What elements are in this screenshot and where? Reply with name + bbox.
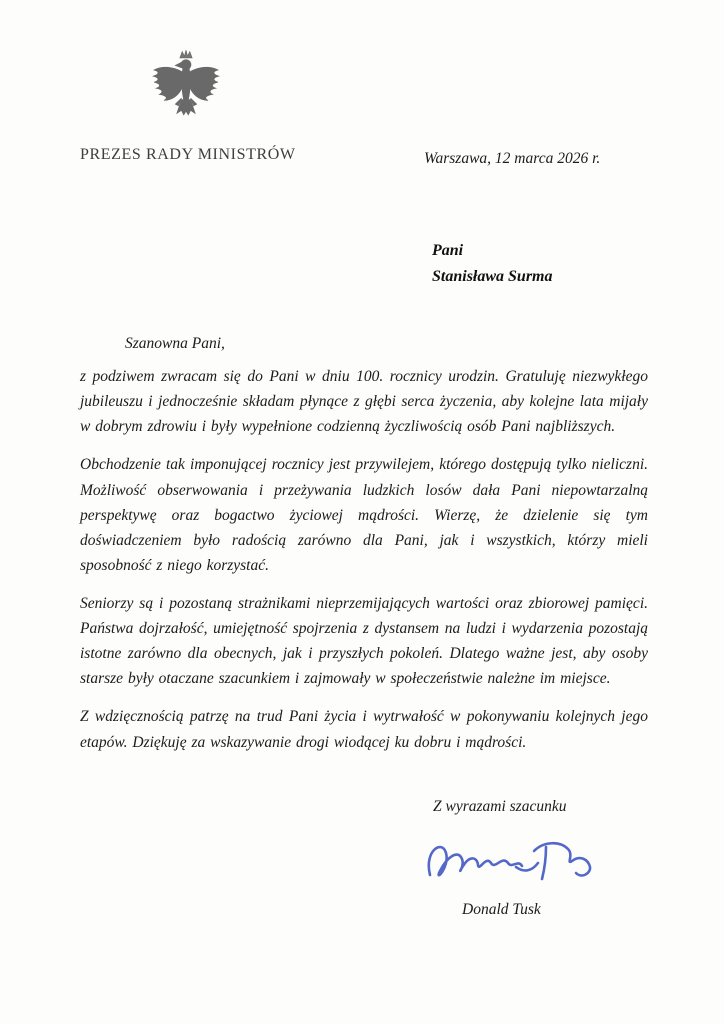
addressee-salutation-line: Pani <box>432 242 464 259</box>
place-and-date: Warszawa, 12 marca 2026 r. <box>424 150 601 167</box>
salutation: Szanowna Pani, <box>125 335 225 352</box>
body-paragraph: Seniorzy są i pozostaną strażnikami nieprzemijających wartości oraz zbiorowej pamięci. Państwa dojrzałość, umiejętność spojrzenia z dystansem na ludzi i wydarzenia pozostają istotne zarówno dla obecnych, jak i przyszłych pokoleń. Dlatego ważne jest, aby osoby starsze były otaczane szacunkiem i zajmowały w społeczeństwie należne im miejsce. <box>80 594 648 688</box>
closing-phrase: Z wyrazami szacunku <box>433 798 567 815</box>
sender-title: PREZES RADY MINISTRÓW <box>80 146 296 163</box>
letter-body <box>80 331 648 768</box>
body-paragraph: Z wdzięcznością patrzę na trud Pani życia i wytrwałość w pokonywaniu kolejnych jego etapów. Dziękuję za wskazywanie drogi wiodącej ku dobru i mądrości. <box>80 708 648 751</box>
body-paragraph: Obchodzenie tak imponującej rocznicy jest przywilejem, którego dostępują tylko nieliczni. Możliwość obserwowania i przeżywania ludzkich losów dała Pani niepowtarzalną perspektywę oraz bogactwo życiowej mądrości. Wierzę, że dzielenie się tym doświadczeniem było radością zarówno dla Pani, jak i wszystkich, którzy mieli sposobność z niego korzystać. <box>80 456 648 574</box>
addressee-name: Stanisława Surma <box>432 268 553 286</box>
handwritten-signature-image <box>420 833 600 895</box>
signer-name: Donald Tusk <box>462 901 541 918</box>
polish-eagle-emblem-icon <box>148 44 224 134</box>
body-paragraph: z podziwem zwracam się do Pani w dniu 100. rocznicy urodzin. Gratuluję niezwykłego jubileuszu i jednocześnie składam płynące z głębi serca życzenia, aby kolejne lata mijały w dobrym zdrowiu i były wypełnione codzienną życzliwością osób Pani najbliższych. <box>80 368 648 436</box>
addressee-block <box>432 238 553 291</box>
